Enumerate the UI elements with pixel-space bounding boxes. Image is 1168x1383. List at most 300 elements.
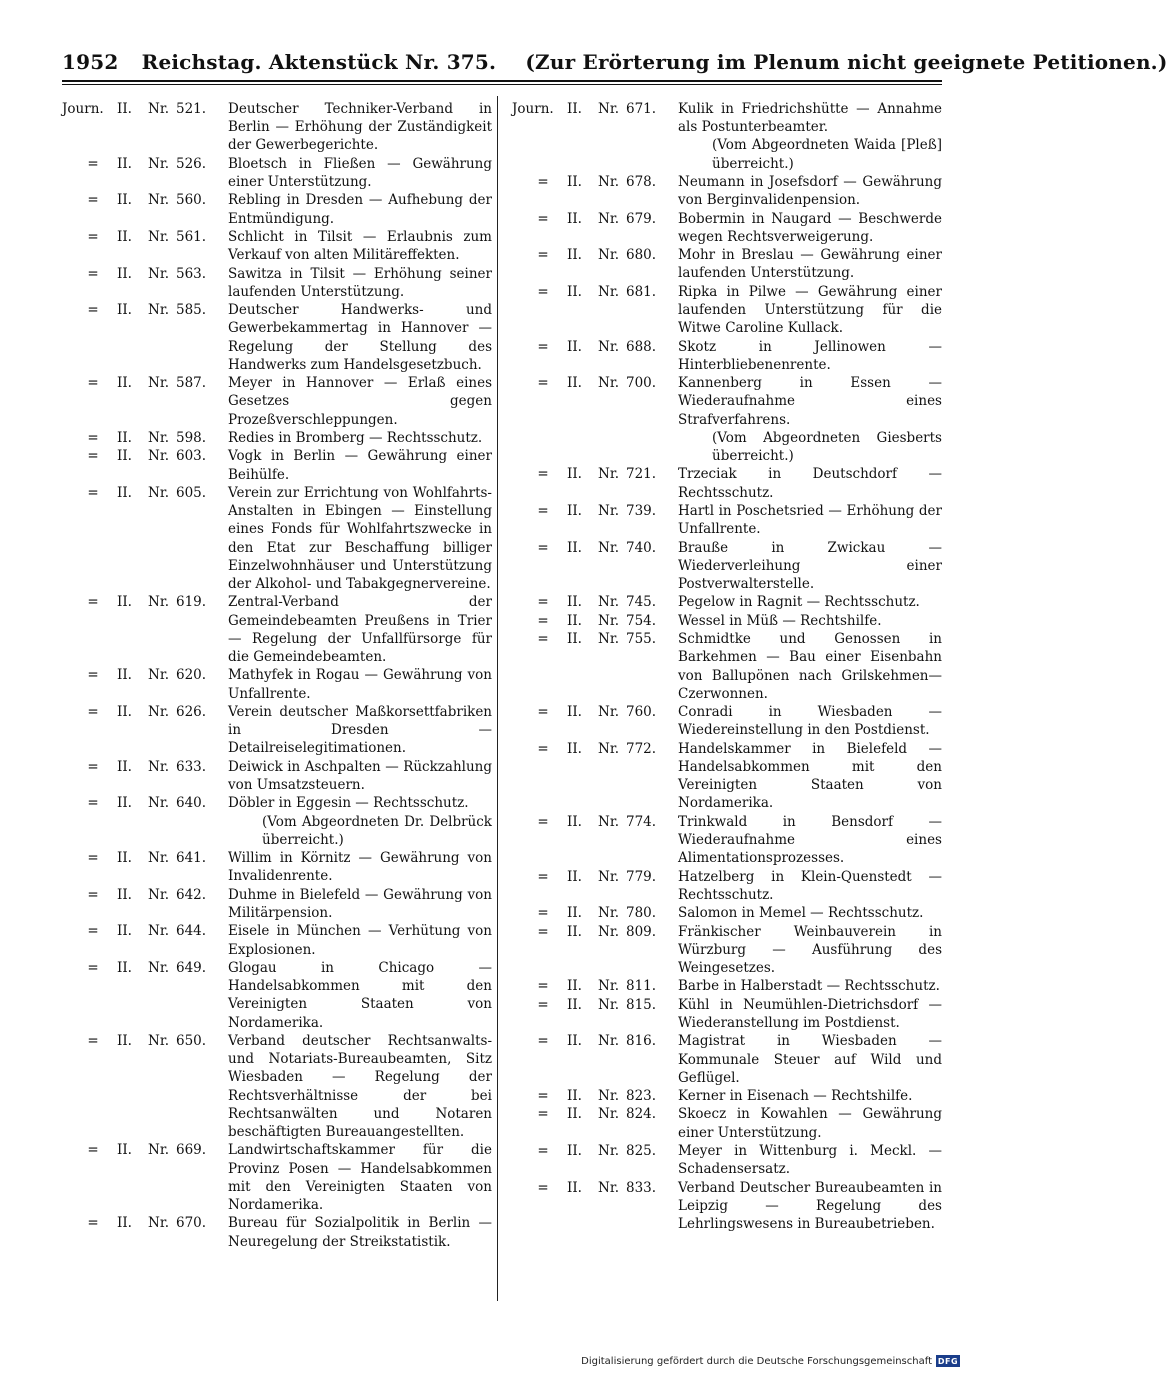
petition-text [228, 758, 492, 794]
footer [581, 1355, 960, 1367]
roman-numeral: II. [567, 813, 582, 830]
petition-number: 603. [176, 448, 207, 465]
roman-numeral: II. [117, 959, 132, 976]
roman-numeral: II. [567, 338, 582, 355]
petition-text [228, 301, 492, 374]
column-divider [497, 96, 498, 1301]
nr-label: Nr. [598, 466, 620, 483]
ditto-mark: = [87, 1215, 99, 1232]
petition-entry [62, 1214, 492, 1250]
nr-label: Nr. [598, 978, 620, 995]
petition-description: Kerner in Eisenach — Rechtshilfe. [678, 1088, 913, 1105]
petition-entry [62, 265, 492, 301]
petition-entry [62, 794, 492, 849]
nr-label: Nr. [598, 174, 620, 190]
petition-description: Meyer in Hannover — Erlaß eines Gesetzes gegen Prozeßverschleppungen. [228, 375, 492, 428]
header-rule-thick [62, 80, 942, 82]
petition-text [228, 447, 492, 483]
petition-description: Deiwick in Aschpalten — Rückzahlung von Umsatzsteuern. [228, 758, 492, 793]
petition-description: Mohr in Breslau — Gewährung einer laufenden Unterstützung. [678, 247, 942, 282]
ditto-mark: = [87, 795, 99, 812]
petition-description: Wessel in Müß — Rechtshilfe. [678, 612, 882, 629]
petition-number: 521. [176, 101, 207, 117]
petition-text [228, 1141, 492, 1214]
petition-description: Deutscher Handwerks- und Gewerbekammertag in Hannover — Regelung der Stellung des Handwerks zum Handelsgesetzbuch. [228, 302, 492, 373]
petition-text [228, 228, 492, 264]
nr-label: Nr. [598, 1143, 620, 1160]
petition-entry [512, 465, 942, 501]
roman-numeral: II. [567, 1033, 582, 1050]
ditto-mark: = [87, 375, 99, 392]
petition-text [678, 904, 942, 922]
petition-entry [512, 502, 942, 538]
petition-entry [512, 630, 942, 703]
petition-number: 626. [176, 703, 207, 720]
petition-number: 563. [176, 265, 207, 282]
petition-text [678, 338, 942, 374]
nr-label: Nr. [148, 228, 170, 245]
ditto-mark: = [87, 1032, 99, 1049]
ditto-mark: = [537, 1033, 549, 1050]
ditto-mark: = [537, 631, 549, 648]
roman-numeral: II. [567, 1143, 582, 1160]
ditto-mark: = [87, 703, 99, 720]
roman-numeral: II. [567, 1179, 582, 1196]
petition-number: 587. [176, 375, 207, 392]
roman-numeral: II. [117, 703, 132, 720]
roman-numeral: II. [567, 101, 582, 117]
petition-description: Neumann in Josefsdorf — Gewährung von Berginvalidenpension. [678, 174, 942, 209]
nr-label: Nr. [148, 302, 170, 319]
dfg-logo: DFG [937, 1356, 959, 1366]
petition-number: 811. [626, 978, 657, 995]
nr-label: Nr. [598, 704, 620, 721]
roman-numeral: II. [567, 905, 582, 922]
ditto-mark: = [537, 283, 549, 300]
ditto-mark: = [537, 813, 549, 830]
ditto-mark: = [87, 594, 99, 611]
nr-label: Nr. [598, 210, 620, 227]
ditto-mark: = [537, 247, 549, 264]
petition-entry [512, 374, 942, 465]
nr-label: Nr. [598, 1179, 620, 1196]
nr-label: Nr. [148, 594, 170, 611]
petition-number: 815. [626, 996, 657, 1013]
ditto-mark: = [87, 192, 99, 209]
petition-number: 779. [626, 868, 657, 885]
ditto-mark: = [537, 338, 549, 355]
petition-entry [512, 210, 942, 246]
petition-number: 823. [626, 1088, 657, 1105]
nr-label: Nr. [148, 758, 170, 775]
petition-entry [62, 1032, 492, 1141]
ditto-mark: = [537, 210, 549, 227]
petition-description: Barbe in Halberstadt — Rechtsschutz. [678, 978, 940, 995]
ditto-mark: = [537, 740, 549, 757]
petition-text [228, 100, 492, 155]
nr-label: Nr. [598, 996, 620, 1013]
petition-description: Duhme in Bielefeld — Gewährung von Militärpension. [228, 886, 492, 921]
page-number: 1952 [62, 50, 119, 74]
roman-numeral: II. [117, 795, 132, 812]
nr-label: Nr. [148, 850, 170, 867]
petition-text [678, 612, 942, 630]
petition-number: 640. [176, 795, 207, 812]
petition-description: Kulik in Friedrichshütte — Annahme als Postunterbeamter. [678, 101, 942, 136]
roman-numeral: II. [117, 1142, 132, 1159]
petition-entry [512, 338, 942, 374]
petition-text [678, 1142, 942, 1178]
roman-numeral: II. [567, 978, 582, 995]
petition-text [678, 210, 942, 246]
nr-label: Nr. [598, 1106, 620, 1123]
petition-text [678, 539, 942, 594]
nr-label: Nr. [148, 429, 170, 446]
petition-number: 816. [626, 1033, 657, 1050]
petition-entry [512, 703, 942, 739]
ditto-mark: = [537, 1088, 549, 1105]
petition-number: 678. [626, 174, 657, 190]
nr-label: Nr. [148, 484, 170, 501]
petition-text [678, 923, 942, 978]
petition-description: Sawitza in Tilsit — Erhöhung seiner laufenden Unterstützung. [228, 265, 492, 300]
petition-description: Rebling in Dresden — Aufhebung der Entmündigung. [228, 192, 492, 227]
ditto-mark: = [537, 978, 549, 995]
ditto-mark: = [537, 174, 549, 190]
ditto-mark: = [537, 868, 549, 885]
petition-number: 825. [626, 1143, 657, 1160]
petition-number: 619. [176, 594, 207, 611]
petition-entry [512, 1142, 942, 1178]
petition-description: Bloetsch in Fließen — Gewährung einer Unterstützung. [228, 155, 492, 190]
petition-entry [62, 447, 492, 483]
petition-entry [62, 959, 492, 1032]
petition-note: (Vom Abgeordneten Giesberts überreicht.) [712, 429, 942, 464]
petition-text [678, 630, 942, 703]
petition-number: 681. [626, 283, 657, 300]
petition-text [678, 813, 942, 868]
roman-numeral: II. [567, 502, 582, 519]
nr-label: Nr. [148, 1215, 170, 1232]
roman-numeral: II. [567, 539, 582, 556]
petition-number: 605. [176, 484, 207, 501]
document-subtitle: (Zur Erörterung im Plenum nicht geeignete Petitionen.) [525, 50, 1168, 74]
petition-description: Zentral-Verband der Gemeindebeamten Preußens in Trier — Regelung der Unfallfürsorge für die Gemeindebeamten. [228, 594, 492, 665]
nr-label: Nr. [598, 868, 620, 885]
petition-entry [62, 758, 492, 794]
roman-numeral: II. [567, 283, 582, 300]
petition-description: Meyer in Wittenburg i. Meckl. — Schadensersatz. [678, 1143, 942, 1178]
petition-entry [62, 666, 492, 702]
petition-entry [512, 868, 942, 904]
nr-label: Nr. [148, 1032, 170, 1049]
roman-numeral: II. [117, 667, 132, 684]
petition-text [228, 849, 492, 885]
ditto-mark: = [537, 1179, 549, 1196]
petition-text [678, 1179, 942, 1234]
petition-description: Schmidtke und Genossen in Barkehmen — Bau einer Eisenbahn von Ballupönen nach Grilskehmen—Czerwonnen. [678, 631, 942, 702]
petition-number: 620. [176, 667, 207, 684]
petition-entry [62, 228, 492, 264]
ditto-mark: = [537, 905, 549, 922]
ditto-mark: = [537, 996, 549, 1013]
nr-label: Nr. [598, 539, 620, 556]
roman-numeral: II. [117, 101, 132, 117]
nr-label: Nr. [598, 740, 620, 757]
petition-description: Brauße in Zwickau — Wiederverleihung einer Postverwalterstelle. [678, 539, 942, 592]
ditto-mark: = [537, 375, 549, 392]
petition-number: 740. [626, 539, 657, 556]
nr-label: Nr. [148, 375, 170, 392]
nr-label: Nr. [148, 795, 170, 812]
petition-entry [62, 886, 492, 922]
roman-numeral: II. [567, 1088, 582, 1105]
nr-label: Nr. [148, 1142, 170, 1159]
petition-text [678, 977, 942, 995]
petition-entry [62, 922, 492, 958]
petition-entry [512, 593, 942, 611]
petition-text [228, 794, 492, 849]
petition-description: Verband deutscher Rechtsanwalts- und Notariats-Bureaubeamten, Sitz Wiesbaden — Regelung der Rechtsverhältnisse der bei Rechtsanwälten und Notaren beschäftigten Bureauangestellten. [228, 1032, 492, 1140]
footer-credit: Digitalisierung gefördert durch die Deutsche Forschungsgemeinschaft [581, 1355, 932, 1367]
nr-label: Nr. [598, 338, 620, 355]
nr-label: Nr. [148, 192, 170, 209]
roman-numeral: II. [567, 1106, 582, 1123]
petition-entry [62, 374, 492, 429]
petition-number: 561. [176, 228, 207, 245]
petition-text [228, 1032, 492, 1141]
nr-label: Nr. [598, 247, 620, 264]
roman-numeral: II. [117, 302, 132, 319]
ditto-mark: = [87, 758, 99, 775]
ditto-mark: = [87, 959, 99, 976]
ditto-mark: = [87, 667, 99, 684]
petition-text [228, 1214, 492, 1250]
petition-note: (Vom Abgeordneten Dr. Delbrück überreicht.) [262, 813, 492, 848]
ditto-mark: = [87, 448, 99, 465]
document-title: Reichstag. Aktenstück Nr. 375. [141, 50, 497, 74]
petition-description: Skotz in Jellinowen — Hinterbliebenenrente. [678, 338, 942, 373]
roman-numeral: II. [117, 265, 132, 282]
petition-description: Magistrat in Wiesbaden — Kommunale Steuer auf Wild und Geflügel. [678, 1033, 942, 1086]
petition-entry [62, 301, 492, 374]
petition-entry [62, 593, 492, 666]
petition-entry [512, 1105, 942, 1141]
nr-label: Nr. [598, 813, 620, 830]
roman-numeral: II. [117, 192, 132, 209]
petition-entry [512, 1032, 942, 1087]
petition-number: 700. [626, 375, 657, 392]
petition-text [228, 429, 492, 447]
nr-label: Nr. [598, 375, 620, 392]
nr-label: Nr. [148, 886, 170, 903]
roman-numeral: II. [567, 612, 582, 629]
petition-description: Bureau für Sozialpolitik in Berlin — Neuregelung der Streikstatistik. [228, 1215, 492, 1250]
petition-note: (Vom Abgeordneten Waida [Pleß] überreicht.) [712, 137, 942, 172]
petition-number: 679. [626, 210, 657, 227]
petition-entry [62, 703, 492, 758]
petition-text [678, 996, 942, 1032]
petition-description: Pegelow in Ragnit — Rechtsschutz. [678, 594, 920, 611]
petition-description: Conradi in Wiesbaden — Wiedereinstellung in den Postdienst. [678, 704, 942, 739]
petition-text [228, 484, 492, 593]
petition-text [678, 740, 942, 813]
petition-description: Vogk in Berlin — Gewährung einer Beihülfe. [228, 448, 492, 483]
petition-entry [62, 484, 492, 593]
nr-label: Nr. [148, 101, 170, 117]
petition-description: Schlicht in Tilsit — Erlaubnis zum Verkauf von alten Militäreffekten. [228, 228, 492, 264]
ditto-mark: = [537, 502, 549, 519]
roman-numeral: II. [567, 247, 582, 264]
petition-number: 688. [626, 338, 657, 355]
petition-entry [512, 977, 942, 995]
petition-number: 833. [626, 1179, 657, 1196]
petition-entry [512, 1179, 942, 1234]
roman-numeral: II. [567, 996, 582, 1013]
petition-entry [512, 173, 942, 209]
roman-numeral: II. [567, 923, 582, 940]
petition-entry [512, 996, 942, 1032]
petition-text [678, 868, 942, 904]
roman-numeral: II. [567, 594, 582, 611]
petition-description: Hatzelberg in Klein-Quenstedt — Rechtsschutz. [678, 868, 942, 903]
nr-label: Nr. [148, 155, 170, 172]
petition-number: 739. [626, 502, 657, 519]
petition-number: 721. [626, 466, 657, 483]
petition-text [228, 374, 492, 429]
petition-number: 585. [176, 302, 207, 319]
petition-text [228, 155, 492, 191]
petition-description: Verein zur Errichtung von Wohlfahrts-Anstalten in Ebingen — Einstellung eines Fonds für Wohlfahrtszwecke in den Etat zur Beschaffung billiger Einzelwohnhäuser und Unterstützung der Alkohol- und Tabakgegnervereine. [228, 484, 492, 592]
roman-numeral: II. [117, 758, 132, 775]
roman-numeral: II. [117, 448, 132, 465]
ditto-mark: = [87, 429, 99, 446]
nr-label: Nr. [598, 1088, 620, 1105]
ditto-mark: = [537, 612, 549, 629]
petition-description: Glogau in Chicago — Handelsabkommen mit den Vereinigten Staaten von Nordamerika. [228, 959, 492, 1031]
petition-entry [62, 100, 492, 155]
petition-text [228, 703, 492, 758]
roman-numeral: II. [117, 886, 132, 903]
petition-text [678, 246, 942, 282]
petition-text [678, 1087, 942, 1105]
ditto-mark: = [87, 228, 99, 245]
ditto-mark: = [537, 1143, 549, 1160]
nr-label: Nr. [598, 101, 620, 117]
petition-description: Kühl in Neumühlen-Dietrichsdorf — Wiederanstellung im Postdienst. [678, 996, 942, 1031]
roman-numeral: II. [567, 704, 582, 721]
nr-label: Nr. [598, 923, 620, 940]
nr-label: Nr. [598, 631, 620, 648]
petition-description: Döbler in Eggesin — Rechtsschutz. [228, 795, 469, 812]
petition-text [678, 703, 942, 739]
petition-entry [62, 429, 492, 447]
petition-description: Hartl in Poschetsried — Erhöhung der Unfallrente. [678, 502, 942, 538]
page-header [62, 50, 1168, 74]
nr-label: Nr. [148, 265, 170, 282]
petition-entry [512, 539, 942, 594]
petition-number: 526. [176, 155, 207, 172]
petition-number: 755. [626, 631, 657, 648]
roman-numeral: II. [117, 923, 132, 940]
roman-numeral: II. [567, 210, 582, 227]
petition-text [228, 191, 492, 227]
petition-description: Mathyfek in Rogau — Gewährung von Unfallrente. [228, 667, 492, 702]
petition-text [678, 283, 942, 338]
petition-description: Trinkwald in Bensdorf — Wiederaufnahme eines Alimentationsprozesses. [678, 813, 942, 867]
ditto-mark: = [537, 466, 549, 483]
nr-label: Nr. [598, 1033, 620, 1050]
petition-number: 642. [176, 886, 207, 903]
roman-numeral: II. [117, 484, 132, 501]
nr-label: Nr. [148, 667, 170, 684]
petition-entry [62, 191, 492, 227]
petition-entry [512, 740, 942, 813]
roman-numeral: II. [567, 466, 582, 483]
ditto-mark: = [537, 539, 549, 556]
petition-text [678, 465, 942, 501]
nr-label: Nr. [148, 703, 170, 720]
petition-text [678, 1105, 942, 1141]
petition-description: Willim in Körnitz — Gewährung von Invalidenrente. [228, 850, 492, 885]
roman-numeral: II. [117, 594, 132, 611]
petition-text [228, 886, 492, 922]
petition-text [678, 593, 942, 611]
ditto-mark: = [537, 1106, 549, 1123]
petition-entry [62, 1141, 492, 1214]
nr-label: Nr. [148, 448, 170, 465]
petition-number: 644. [176, 923, 207, 940]
petition-text [678, 502, 942, 538]
petition-description: Kannenberg in Essen — Wiederaufnahme eines Strafverfahrens. [678, 375, 942, 428]
roman-numeral: II. [117, 429, 132, 446]
petition-entry [512, 923, 942, 978]
petition-number: 641. [176, 850, 207, 867]
petition-number: 760. [626, 704, 657, 721]
petition-description: Landwirtschaftskammer für die Provinz Posen — Handelsabkommen mit den Vereinigten Staaten von Nordamerika. [228, 1142, 492, 1213]
roman-numeral: II. [117, 850, 132, 867]
petition-description: Verband Deutscher Bureaubeamten in Leipzig — Regelung des Lehrlingswesens in Bureaubetrieben. [678, 1179, 942, 1233]
right-column [512, 100, 942, 1233]
petition-description: Skoecz in Kowahlen — Gewährung einer Unterstützung. [678, 1106, 942, 1141]
petition-description: Fränkischer Weinbauverein in Würzburg — Ausführung des Weingesetzes. [678, 923, 942, 976]
petition-text [678, 1032, 942, 1087]
petition-entry [512, 283, 942, 338]
petition-entry [512, 1087, 942, 1105]
petition-number: 809. [626, 923, 657, 940]
nr-label: Nr. [598, 502, 620, 519]
roman-numeral: II. [117, 1215, 132, 1232]
petition-number: 669. [176, 1142, 207, 1159]
petition-description: Deutscher Techniker-Verband in Berlin — Erhöhung der Zuständigkeit der Gewerbegerichte. [228, 101, 492, 154]
nr-label: Nr. [598, 283, 620, 300]
roman-numeral: II. [117, 228, 132, 245]
ditto-mark: = [87, 265, 99, 282]
petition-number: 671. [626, 101, 657, 117]
petition-text [228, 922, 492, 958]
journal-label: Journ. [512, 101, 554, 117]
petition-description: Ripka in Pilwe — Gewährung einer laufenden Unterstützung für die Witwe Caroline Kullack. [678, 283, 942, 337]
petition-number: 772. [626, 740, 657, 757]
ditto-mark: = [87, 923, 99, 940]
petition-description: Handelskammer in Bielefeld — Handelsabkommen mit den Vereinigten Staaten von Nordamerika. [678, 740, 942, 812]
petition-number: 780. [626, 905, 657, 922]
header-rule-thin [62, 84, 942, 85]
nr-label: Nr. [598, 612, 620, 629]
petition-entry [62, 155, 492, 191]
roman-numeral: II. [117, 1032, 132, 1049]
petition-text [228, 593, 492, 666]
